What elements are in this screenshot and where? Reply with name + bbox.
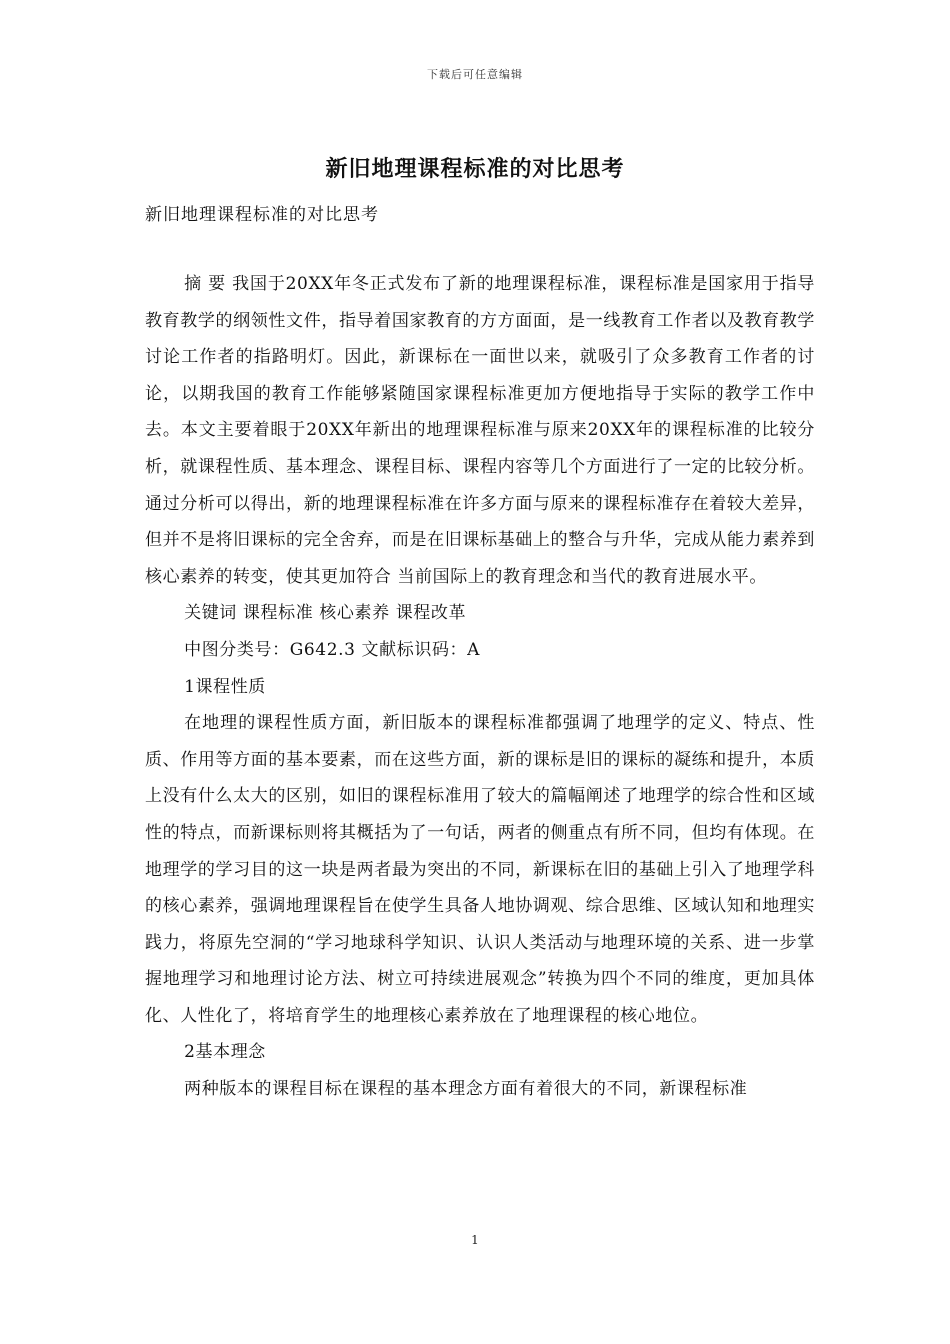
page-number: 1: [471, 1233, 479, 1247]
document-subtitle: 新旧地理课程标准的对比思考: [145, 205, 379, 225]
document-title: 新旧地理课程标准的对比思考: [325, 156, 625, 182]
document-body: [145, 266, 815, 1108]
header-note: 下载后可任意编辑: [427, 68, 523, 81]
classification-line: 中图分类号：G642.3 文献标识码：A: [184, 639, 481, 660]
section-2-paragraph: 两种版本的课程目标在课程的基本理念方面有着很大的不同，新课程标准: [184, 1079, 748, 1100]
section-heading-1: 1课程性质: [184, 676, 266, 697]
section-heading-2: 2基本理念: [184, 1042, 266, 1063]
section-1-paragraph: 在地理的课程性质方面，新旧版本的课程标准都强调了地理学的定义、特点、性质、作用等方面的基本要素，而在这些方面，新的课标是旧的课标的凝练和提升，本质上没有什么太大的区别，如旧的课程标准用了较大的篇幅阐述了地理学的综合性和区域性的特点，而新课标则将其概括为了一句话，两者的侧重点有所不同，但均有体现。在地理学的学习目的这一块是两者最为突出的不同，新课标在旧的基础上引入了地理学科的核心素养，强调地理课程旨在使学生具备人地协调观、综合思维、区域认知和地理实践力，将原先空洞的“学习地球科学知识、认识人类活动与地理环境的关系、进一步掌握地理学习和地理讨论方法、树立可持续进展观念”转换为四个不同的维度，更加具体化、人性化了，将培育学生的地理核心素养放在了地理课程的核心地位。: [145, 713, 815, 1026]
keywords-line: 关键词 课程标准 核心素养 课程改革: [184, 603, 467, 624]
abstract-paragraph: 摘 要 我国于20XX年冬正式发布了新的地理课程标准，课程标准是国家用于指导教育教学的纲领性文件，指导着国家教育的方方面面，是一线教育工作者以及教育教学讨论工作者的指路明灯。因此，新课标在一面世以来，就吸引了众多教育工作者的讨论，以期我国的教育工作能够紧随国家课程标准更加方便地指导于实际的教学工作中去。本文主要着眼于20XX年新出的地理课程标准与原来20XX年的课程标准的比较分析，就课程性质、基本理念、课程目标、课程内容等几个方面进行了一定的比较分析。通过分析可以得出，新的地理课程标准在许多方面与原来的课程标准存在着较大差异，但并不是将旧课标的完全舍弃，而是在旧课标基础上的整合与升华，完成从能力素养到核心素养的转变，使其更加符合 当前国际上的教育理念和当代的教育进展水平。: [145, 274, 815, 587]
